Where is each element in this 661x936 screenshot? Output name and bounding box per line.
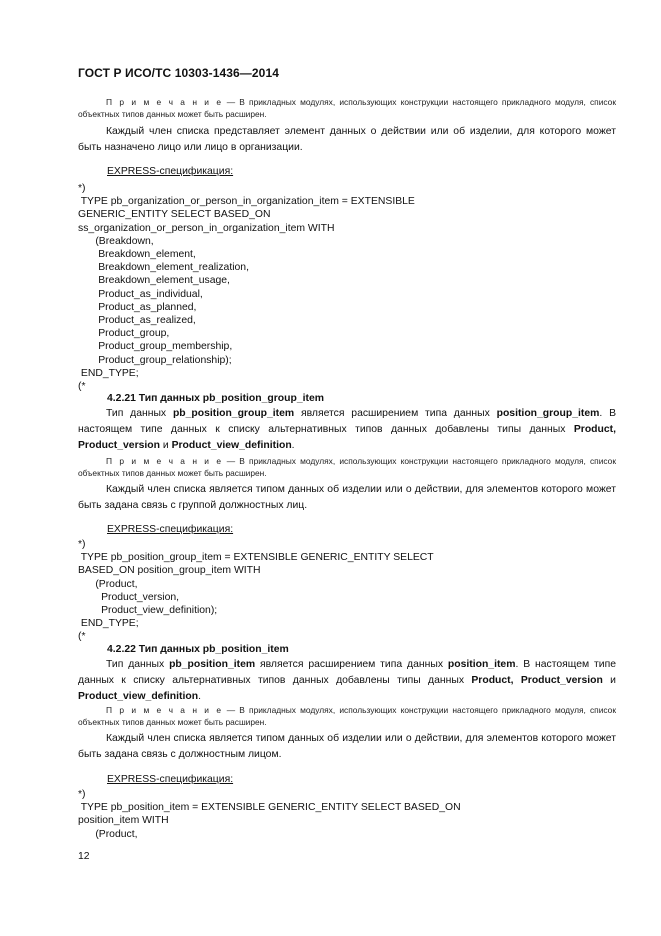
express-spec-title-2: EXPRESS-спецификация:	[107, 524, 234, 535]
code-line: (Product,	[78, 828, 138, 840]
standard-designation: ГОСТ Р ИСО/ТС 10303-1436—2014	[78, 66, 279, 80]
code-line: Product_as_planned,	[78, 301, 197, 313]
bold-run: Product, Product_version	[471, 675, 603, 686]
bold-run: pb_position_item	[169, 659, 256, 670]
code-line: END_TYPE;	[78, 367, 139, 379]
code-line: Product_as_individual,	[78, 288, 203, 300]
code-line: *)	[78, 183, 86, 194]
bold-run: pb_position_group_item	[172, 408, 295, 419]
code-line: BASED_ON position_group_item WITH	[78, 565, 261, 577]
bold-run: Product_view_definition	[171, 440, 292, 451]
text-run: Тип данных	[106, 408, 173, 419]
paragraph-2: Каждый член списка является типом данных об изделии или о действии, для элементов которого может быть задана связь с группой должностных лиц.	[78, 484, 616, 511]
code-line: TYPE pb_position_group_item = EXTENSIBLE GENERIC_ENTITY SELECT	[78, 552, 434, 564]
paragraph-3: Каждый член списка является типом данных об изделии или о действии, для элементов которого может быть задана связь с должностным лицом.	[78, 733, 616, 760]
express-code-2	[78, 538, 434, 644]
note-1	[78, 96, 616, 120]
code-line: Product_as_realized,	[78, 315, 196, 327]
code-line: TYPE pb_position_item = EXTENSIBLE GENERIC_ENTITY SELECT BASED_ON	[78, 802, 461, 814]
text-run: и	[602, 675, 616, 686]
clause-4-2-22-title: 4.2.22 Тип данных pb_position_item	[107, 644, 289, 655]
code-line: *)	[78, 539, 86, 550]
express-code-1	[78, 182, 415, 393]
code-line: TYPE pb_organization_or_person_in_organization_item = EXTENSIBLE	[78, 196, 415, 208]
note-3-label: П р и м е ч а н и е	[106, 705, 223, 715]
code-line: Breakdown_element,	[78, 249, 196, 261]
code-line: Product_version,	[78, 591, 180, 603]
code-line: *)	[78, 789, 86, 800]
text-run: .	[198, 691, 201, 702]
code-line: Product_group,	[78, 328, 170, 340]
code-line: (Breakdown,	[78, 235, 154, 247]
note-1-text: — В прикладных модулях, использующих конструкции настоящего прикладного модуля, список объектных типов данных может быть расширен.	[78, 97, 616, 119]
note-2-text: — В прикладных модулях, использующих конструкции настоящего прикладного модуля, список объектных типов данных может быть расширен.	[78, 456, 616, 478]
bold-run: position_item	[447, 659, 516, 670]
text-run: является расширением типа данных	[294, 408, 497, 419]
page-number: 12	[78, 851, 90, 862]
clause-4-2-21-body	[78, 406, 616, 454]
text-run: Тип данных	[106, 659, 170, 670]
clause-4-2-22-body	[78, 657, 616, 705]
note-2-label: П р и м е ч а н и е	[106, 456, 223, 466]
text-run: .	[291, 440, 295, 451]
bold-run: Product_view_definition	[78, 691, 199, 702]
express-spec-title-3: EXPRESS-спецификация:	[107, 774, 234, 785]
note-3	[78, 704, 616, 728]
text-run: является расширением типа данных	[255, 659, 448, 670]
code-line: Product_group_membership,	[78, 341, 233, 353]
express-code-3	[78, 788, 461, 841]
bold-run: Product, Product_version	[78, 424, 616, 451]
note-2	[78, 455, 616, 479]
code-line: (Product,	[78, 578, 138, 590]
text-run: и	[160, 440, 172, 451]
code-line: Product_view_definition);	[78, 605, 218, 617]
code-line: Breakdown_element_realization,	[78, 262, 249, 274]
code-line: GENERIC_ENTITY SELECT BASED_ON	[78, 209, 271, 221]
code-line: position_item WITH	[78, 815, 169, 827]
bold-run: position_group_item	[496, 408, 600, 419]
code-line: (*	[78, 381, 86, 393]
code-line: END_TYPE;	[78, 618, 139, 630]
paragraph-1: Каждый член списка представляет элемент данных о действии или об изделии, для которого может быть назначено лицо или лицо в организации.	[78, 126, 616, 153]
text-run: . В настоящем типе данных к списку альтернативных типов данных добавлены типы данных	[78, 659, 617, 686]
clause-4-2-21-title: 4.2.21 Тип данных pb_position_group_item	[107, 393, 324, 404]
note-3-text: — В прикладных модулях, использующих конструкции настоящего прикладного модуля, список объектных типов данных может быть расширен.	[78, 705, 616, 727]
text-run: . В настоящем типе данных к списку альтернативных типов данных добавлены типы данных	[78, 408, 617, 435]
note-1-label: П р и м е ч а н и е	[106, 97, 223, 107]
code-line: ss_organization_or_person_in_organization_item WITH	[78, 222, 335, 234]
code-line: (*	[78, 631, 86, 643]
code-line: Breakdown_element_usage,	[78, 275, 230, 287]
code-line: Product_group_relationship);	[78, 354, 232, 366]
express-spec-title-1: EXPRESS-спецификация:	[107, 166, 234, 177]
